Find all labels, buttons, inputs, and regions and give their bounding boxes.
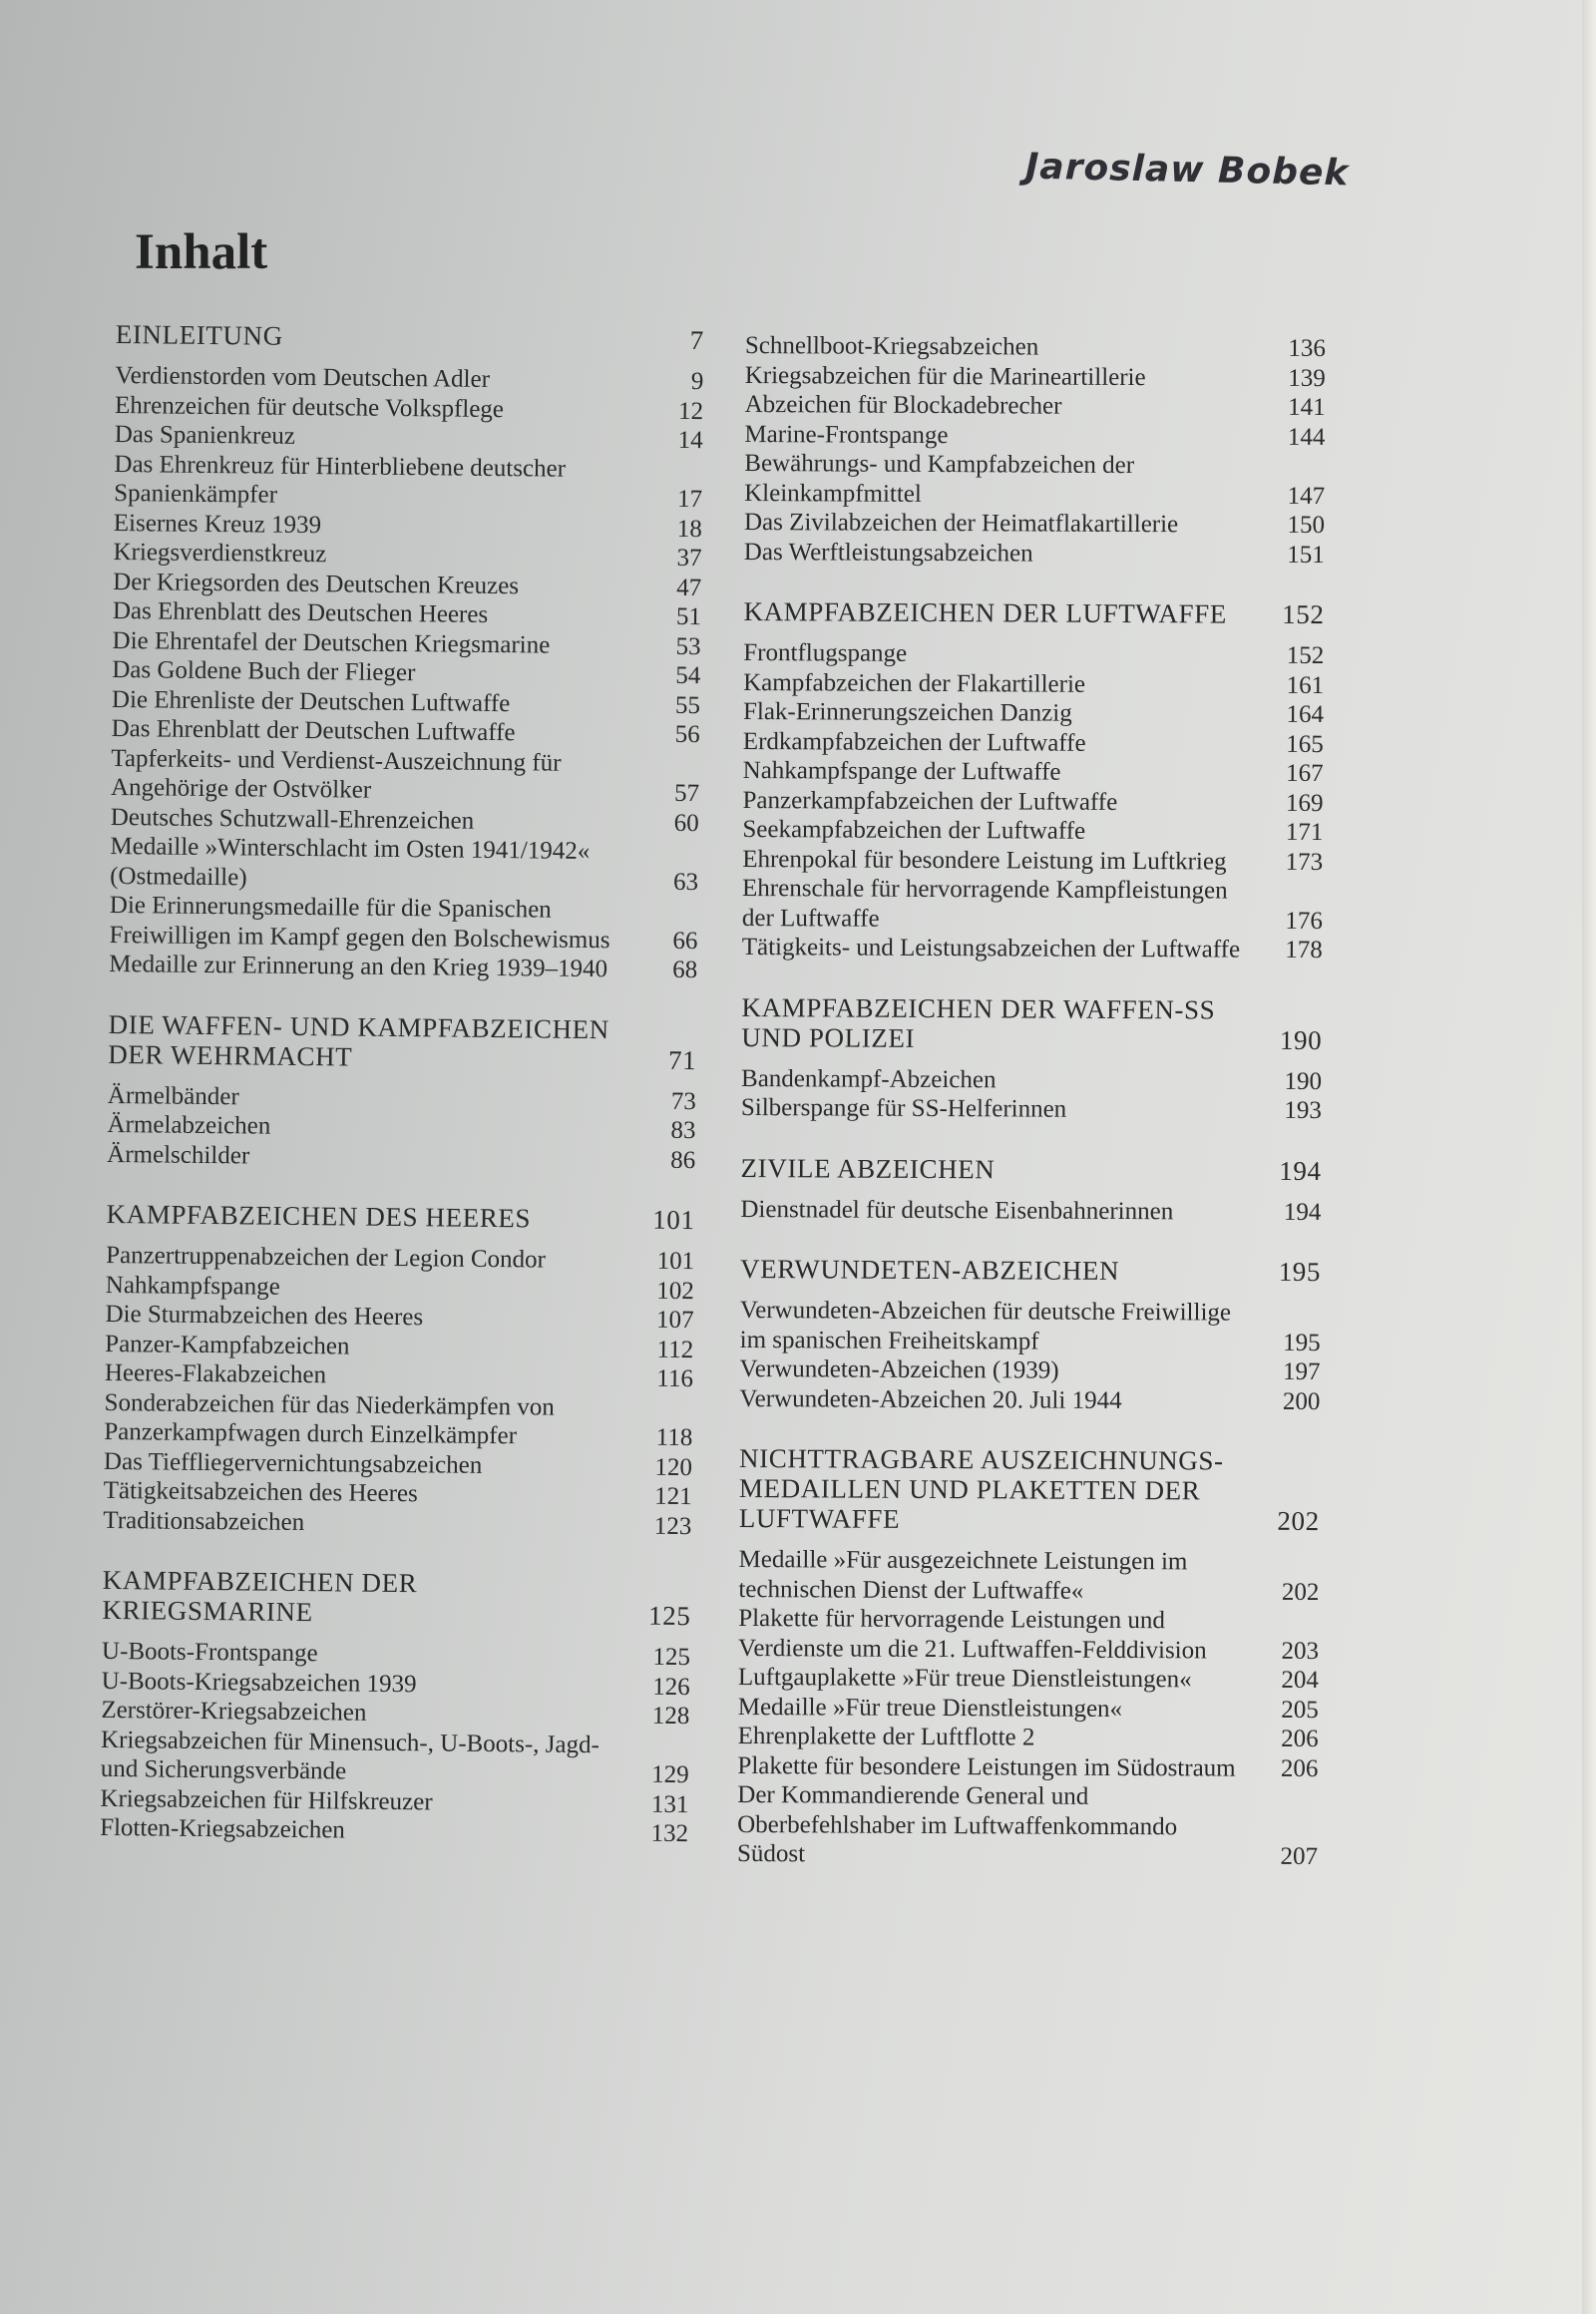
section-heading-text: DIE WAFFEN- UND KAMPFABZEICHEN DER WEHRMACHT — [108, 1008, 609, 1072]
toc-entry-page-number: 123 — [653, 1512, 692, 1540]
toc-entry — [740, 1296, 1321, 1357]
toc-entry-title: Marine-Frontspange — [744, 420, 949, 449]
toc-entry-title: Frontflugspange — [743, 638, 908, 667]
section-heading-text: KAMPFABZEICHEN DER LUFTWAFFE — [743, 595, 1227, 629]
section-page-number: 195 — [1278, 1256, 1322, 1288]
toc-entry-title: Nahkampfspange — [105, 1271, 280, 1301]
toc-entry-title: Flak-Erinnerungszeichen Danzig — [742, 697, 1072, 727]
toc-entry-title: Das Ehrenblatt des Deutschen Heeres — [112, 596, 489, 628]
toc-entry — [109, 891, 698, 956]
toc-entry — [743, 756, 1324, 789]
toc-entry-page-number: 194 — [1283, 1198, 1322, 1226]
toc-entry — [742, 933, 1323, 965]
toc-section — [739, 1254, 1321, 1416]
toc-entry-title: Tätigkeitsabzeichen des Heeres — [103, 1476, 418, 1508]
toc-entry-title: Kampfabzeichen der Flakartillerie — [743, 668, 1086, 698]
toc-entry-page-number: 55 — [674, 691, 701, 719]
toc-entry — [103, 1505, 691, 1541]
toc-entry-page-number: 150 — [1287, 511, 1326, 540]
section-page-number: 125 — [647, 1600, 691, 1632]
toc-entry-title: Abzeichen für Blockadebrecher — [744, 390, 1062, 420]
toc-section — [109, 319, 704, 985]
toc-entry — [738, 1722, 1319, 1754]
toc-entry-page-number: 125 — [652, 1643, 691, 1672]
toc-entry-page-number: 18 — [676, 515, 702, 543]
toc-entry — [742, 844, 1323, 877]
toc-entry — [738, 1604, 1319, 1666]
section-heading-text: VERWUNDETEN-ABZEICHEN — [739, 1253, 1120, 1286]
toc-entry-title: Verdienstorden vom Deutschen Adler — [115, 361, 491, 393]
section-heading — [106, 1199, 694, 1235]
toc-entry-title: Sonderabzeichen für das Niederkämpfen von Panzerkampfwagen durch Einzelkämpfer — [104, 1388, 555, 1450]
toc-entry-page-number: 200 — [1282, 1387, 1321, 1415]
toc-entry-page-number: 12 — [677, 397, 704, 425]
toc-entry — [744, 508, 1325, 541]
toc-entry-title: Ärmelabzeichen — [107, 1110, 271, 1140]
toc-entry-page-number: 205 — [1281, 1696, 1319, 1724]
page-title: Inhalt — [135, 224, 268, 281]
toc-entry-page-number: 176 — [1285, 907, 1323, 935]
toc-entry — [114, 449, 703, 514]
toc-entry-page-number: 165 — [1286, 730, 1324, 758]
toc-entry-title: Das Zivilabzeichen der Heimatflakartillerie — [743, 508, 1179, 539]
toc-entry-page-number: 132 — [650, 1819, 689, 1848]
toc-entry-title: Panzertruppenabzeichen der Legion Condor — [106, 1241, 547, 1274]
toc-entry-page-number: 101 — [656, 1247, 695, 1276]
toc-entry-page-number: 68 — [672, 956, 698, 984]
toc-entry-title: Das Goldene Buch der Flieger — [112, 655, 416, 687]
toc-entry-page-number: 102 — [656, 1277, 694, 1305]
toc-left-column — [100, 319, 704, 1879]
toc-entry-title: U-Boots-Frontspange — [101, 1637, 318, 1668]
toc-entry-page-number: 147 — [1287, 482, 1326, 510]
toc-entry — [743, 726, 1324, 759]
section-heading — [102, 1565, 691, 1631]
toc-section — [740, 1152, 1321, 1227]
toc-entry-title: Medaille zur Erinnerung an den Krieg 1939–1940 — [109, 950, 608, 983]
toc-entry-title: Panzerkampfabzeichen der Luftwaffe — [742, 786, 1118, 816]
toc-entry-page-number: 190 — [1284, 1067, 1323, 1095]
toc-entry-page-number: 14 — [677, 426, 703, 455]
toc-entry — [738, 1692, 1319, 1725]
toc-entry-page-number: 173 — [1285, 848, 1324, 876]
toc-entry — [745, 390, 1326, 423]
toc-entry-title: Seekampfabzeichen der Luftwaffe — [742, 815, 1086, 845]
toc-entry-title: Zerstörer-Kriegsabzeichen — [101, 1696, 367, 1727]
toc-entry — [737, 1780, 1318, 1872]
toc-entry — [744, 449, 1325, 511]
toc-entry-page-number: 197 — [1282, 1357, 1321, 1386]
toc-entry-title: Tätigkeits- und Leistungsabzeichen der Luftwaffe — [741, 933, 1241, 964]
toc-entry — [745, 331, 1326, 364]
toc-entry-title: Plakette für besondere Leistungen im Südostraum — [737, 1751, 1236, 1782]
toc-entry — [743, 697, 1324, 730]
toc-entry-title: Verwundeten-Abzeichen für deutsche Freiwillige im spanischen Freiheitskampf — [739, 1296, 1232, 1355]
toc-entry — [109, 950, 697, 985]
toc-entry-page-number: 116 — [656, 1364, 694, 1393]
toc-entry-title: Kriegsabzeichen für Minensuch-, U-Boots-, Jagd- und Sicherungsverbände — [100, 1726, 600, 1785]
toc-entry-page-number: 167 — [1286, 759, 1324, 788]
owner-stamp: Jaroslaw Bobek — [1024, 146, 1350, 194]
section-heading-text: KAMPFABZEICHEN DER KRIEGSMARINE — [102, 1564, 418, 1628]
toc-entry-title: Der Kriegsorden des Deutschen Kreuzes — [113, 568, 520, 599]
section-page-number: 7 — [689, 325, 704, 356]
toc-entry-title: Dienstnadel für deutsche Eisenbahnerinnen — [740, 1195, 1174, 1225]
toc-entry-title: Das Ehrenblatt der Deutschen Luftwaffe — [111, 714, 516, 747]
toc-entry — [739, 1354, 1320, 1387]
toc-entry-page-number: 121 — [654, 1482, 692, 1511]
toc-entry-page-number: 151 — [1287, 541, 1325, 569]
section-heading-text: ZIVILE ABZEICHEN — [740, 1152, 996, 1184]
toc-entry-title: Verwundeten-Abzeichen (1939) — [739, 1354, 1059, 1384]
toc-entry-title: Silberspange für SS-Helferinnen — [740, 1093, 1067, 1123]
toc-entry — [101, 1725, 690, 1789]
section-heading-text: KAMPFABZEICHEN DES HEERES — [106, 1198, 532, 1234]
toc-entry-title: Verwundeten-Abzeichen 20. Juli 1944 — [739, 1384, 1122, 1414]
toc-entry — [111, 743, 700, 808]
toc-entry-title: Ehrenplakette der Luftflotte 2 — [737, 1722, 1035, 1751]
toc-entry — [737, 1750, 1318, 1783]
section-heading — [740, 1254, 1321, 1287]
section-heading — [743, 596, 1324, 629]
toc-entry-title: Die Ehrentafel der Deutschen Kriegsmarine — [112, 626, 551, 659]
toc-entry-page-number: 51 — [675, 602, 702, 631]
toc-entry-title: U-Boots-Kriegsabzeichen 1939 — [101, 1667, 417, 1698]
toc-entry-title: Das Werftleistungsabzeichen — [743, 538, 1033, 568]
toc-entry-page-number: 53 — [675, 632, 701, 660]
toc-entry-title: Plakette für hervorragende Leistungen und Verdienste um die 21. Luftwaffen-Felddivision — [738, 1604, 1207, 1664]
toc-entry-page-number: 83 — [670, 1116, 696, 1145]
toc-entry — [741, 1093, 1322, 1126]
toc-entry — [744, 537, 1325, 570]
toc-entry-page-number: 141 — [1288, 393, 1326, 422]
toc-entry-page-number: 204 — [1281, 1666, 1319, 1695]
toc-entry-page-number: 112 — [656, 1336, 694, 1363]
toc-entry-title: Medaille »Winterschlacht im Osten 1941/1942« (Ostmedaille) — [110, 832, 591, 891]
toc-entry — [745, 360, 1326, 393]
toc-entry-page-number: 144 — [1287, 423, 1326, 451]
toc-entry-page-number: 164 — [1286, 700, 1325, 729]
toc-section — [100, 1565, 691, 1849]
toc-entry-title: Die Ehrenliste der Deutschen Luftwaffe — [111, 685, 511, 717]
toc-entry-title: Deutsches Schutzwall-Ehrenzeichen — [110, 803, 475, 835]
section-page-number: 202 — [1277, 1505, 1320, 1537]
toc-entry — [742, 815, 1323, 848]
toc-entry-page-number: 73 — [670, 1087, 696, 1115]
toc-entry-page-number: 118 — [655, 1423, 693, 1452]
toc-entry — [738, 1663, 1319, 1696]
toc-entry — [744, 419, 1325, 452]
toc-entry-page-number: 178 — [1285, 936, 1323, 964]
toc-entry-page-number: 206 — [1281, 1725, 1319, 1753]
section-heading — [741, 991, 1322, 1054]
toc-entry — [743, 638, 1324, 671]
toc-entry-title: Medaille »Für treue Dienstleistungen« — [737, 1693, 1123, 1723]
toc-entry-page-number: 131 — [650, 1790, 689, 1818]
toc-entry — [104, 1387, 693, 1452]
toc-entry — [742, 785, 1323, 818]
toc-entry — [743, 667, 1324, 700]
toc-entry-page-number: 206 — [1280, 1754, 1319, 1782]
toc-entry-page-number: 120 — [654, 1453, 693, 1481]
toc-entry-title: Das Ehrenkreuz für Hinterbliebene deutscher Spanienkämpfer — [114, 450, 567, 509]
toc-entry-page-number: 139 — [1288, 364, 1326, 392]
section-heading — [741, 1152, 1322, 1185]
toc-entry-title: Erdkampfabzeichen der Luftwaffe — [742, 727, 1086, 757]
toc-entry-title: Bandenkampf-Abzeichen — [741, 1064, 997, 1093]
toc-entry — [738, 1545, 1319, 1607]
section-heading — [739, 1443, 1320, 1536]
toc-entry-page-number: 152 — [1286, 641, 1325, 670]
toc-entry-page-number: 107 — [655, 1306, 694, 1335]
toc-entry-title: Kriegsabzeichen für Hilfskreuzer — [100, 1784, 433, 1815]
toc-entry-title: Eisernes Kreuz 1939 — [113, 509, 322, 539]
toc-entry-title: Ehrenschale für hervorragende Kampfleistungen der Luftwaffe — [741, 874, 1228, 933]
toc-entry-page-number: 128 — [651, 1702, 690, 1731]
toc-entry — [741, 1063, 1322, 1096]
toc-entry-title: Ärmelschilder — [107, 1140, 250, 1169]
toc-entry-page-number: 17 — [677, 485, 703, 514]
section-heading-text: KAMPFABZEICHEN DER WAFFEN-SS UND POLIZEI — [741, 991, 1216, 1053]
toc-entry-title: Bewährungs- und Kampfabzeichen der Kleinkampfmittel — [744, 449, 1135, 508]
toc-section — [737, 1443, 1320, 1872]
toc-section — [741, 991, 1323, 1125]
section-page-number: 190 — [1279, 1024, 1323, 1055]
toc-entry — [110, 832, 699, 897]
section-heading-text: NICHTTRAGBARE AUSZEICHNUNGS-MEDAILLEN UND PLAKETTEN DER LUFTWAFFE — [738, 1442, 1224, 1534]
toc-entry-page-number: 86 — [670, 1146, 696, 1174]
toc-entry-title: Kriegsverdienstkreuz — [113, 538, 327, 569]
section-page-number: 101 — [652, 1204, 695, 1236]
toc-entry-page-number: 47 — [676, 574, 702, 601]
toc-entry-title: Nahkampfspange der Luftwaffe — [742, 756, 1061, 786]
toc-entry-page-number: 169 — [1285, 789, 1324, 817]
toc-section — [103, 1199, 694, 1541]
toc-entry-title: Medaille »Für ausgezeichnete Leistungen im technischen Dienst der Luftwaffe« — [738, 1545, 1188, 1605]
toc-entry-page-number: 171 — [1285, 818, 1324, 847]
section-heading-text: EINLEITUNG — [115, 319, 283, 351]
toc-entry-page-number: 66 — [672, 927, 698, 955]
toc-entry — [107, 1139, 695, 1175]
toc-entry-title: Ehrenpokal für besondere Leistung im Luftkrieg — [742, 845, 1227, 876]
toc-entry-title: Luftgauplakette »Für treue Dienstleistungen« — [737, 1663, 1192, 1694]
toc-entry-title: Tapferkeits- und Verdienst-Auszeichnung für Angehörige der Ostvölker — [110, 744, 562, 804]
toc-entry-page-number: 129 — [651, 1760, 689, 1789]
toc-entry-page-number: 207 — [1280, 1842, 1319, 1871]
toc-entry-title: Der Kommandierende General und Oberbefehlshaber im Luftwaffenkommando Südost — [736, 1780, 1178, 1868]
toc-entry-page-number: 37 — [676, 544, 702, 573]
toc-entry-page-number: 56 — [674, 720, 700, 749]
toc-entry-title: Die Erinnerungsmedaille für die Spanischen Freiwilligen im Kampf gegen den Bolschewismus — [109, 891, 610, 954]
toc-entry-title: Ärmelbänder — [107, 1081, 239, 1110]
toc-entry-page-number: 195 — [1283, 1329, 1321, 1356]
toc-entry-page-number: 161 — [1286, 671, 1325, 699]
toc-entry-page-number: 136 — [1288, 334, 1326, 363]
toc-entry-title: Kriegsabzeichen für die Marineartillerie — [744, 361, 1146, 391]
toc-section — [744, 331, 1326, 570]
toc-entry-title: Traditionsabzeichen — [103, 1506, 305, 1536]
toc-entry-page-number: 57 — [673, 779, 700, 808]
toc-section — [742, 596, 1325, 965]
toc-entry-page-number: 54 — [675, 661, 701, 690]
toc-entry-page-number: 63 — [672, 868, 699, 896]
toc-entry-page-number: 202 — [1281, 1578, 1320, 1606]
toc-right-column — [737, 331, 1326, 1902]
section-heading — [108, 1008, 697, 1074]
section-page-number: 152 — [1282, 598, 1325, 630]
toc-entry-title: Panzer-Kampfabzeichen — [105, 1330, 350, 1360]
toc-entry-page-number: 9 — [690, 368, 704, 396]
toc-entry-title: Flotten-Kriegsabzeichen — [100, 1813, 346, 1844]
toc-entry — [740, 1194, 1321, 1227]
toc-entry-title: Das Spanienkreuz — [114, 420, 296, 450]
toc-entry-title: Schnellboot-Kriegsabzeichen — [744, 332, 1039, 361]
toc-entry-page-number: 193 — [1284, 1096, 1322, 1125]
toc-entry — [742, 874, 1323, 936]
toc-entry — [100, 1813, 688, 1849]
toc-entry — [739, 1383, 1320, 1416]
toc-entry-page-number: 60 — [673, 809, 699, 837]
toc-entry-title: Ehrenzeichen für deutsche Volkspflege — [114, 391, 505, 423]
section-page-number: 71 — [667, 1044, 697, 1075]
section-page-number: 194 — [1279, 1155, 1322, 1186]
toc-entry-page-number: 126 — [652, 1673, 690, 1701]
toc-entry-title: Heeres-Flakabzeichen — [104, 1358, 327, 1389]
toc-entry-page-number: 203 — [1281, 1637, 1320, 1665]
toc-section — [107, 1008, 697, 1175]
section-heading — [116, 319, 704, 355]
toc-entry-title: Das Tieffliegervernichtungsabzeichen — [103, 1447, 483, 1479]
toc-entry-title: Die Sturmabzeichen des Heeres — [105, 1300, 424, 1332]
page-edge — [1582, 0, 1596, 2314]
